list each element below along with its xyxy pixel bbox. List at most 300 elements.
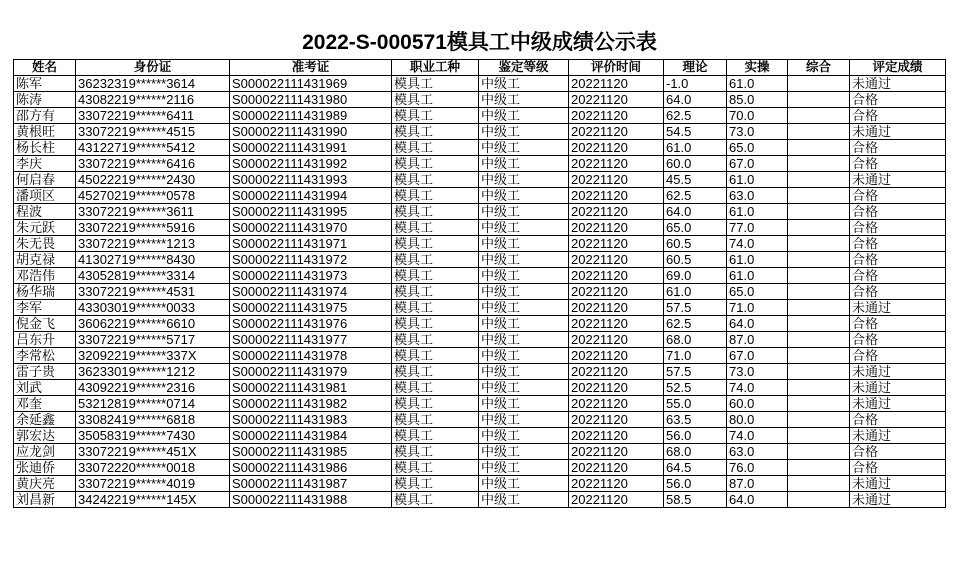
cell-date: 20221120	[569, 172, 664, 188]
cell-level: 中级工	[479, 348, 569, 364]
table-row	[14, 460, 946, 476]
cell-overall	[788, 108, 850, 124]
cell-occupation: 模具工	[392, 76, 479, 92]
cell-overall	[788, 92, 850, 108]
cell-level: 中级工	[479, 76, 569, 92]
cell-practice: 61.0	[727, 76, 788, 92]
table-row	[14, 284, 946, 300]
cell-practice: 74.0	[727, 380, 788, 396]
cell-date: 20221120	[569, 204, 664, 220]
cell-practice: 63.0	[727, 188, 788, 204]
cell-overall	[788, 188, 850, 204]
cell-admission-ticket: S000022111431974	[230, 284, 392, 300]
cell-id-card: 53212819******0714	[76, 396, 230, 412]
cell-name: 李军	[14, 300, 76, 316]
table-row	[14, 380, 946, 396]
cell-level: 中级工	[479, 492, 569, 508]
cell-level: 中级工	[479, 460, 569, 476]
cell-name: 刘武	[14, 380, 76, 396]
cell-level: 中级工	[479, 380, 569, 396]
table-row	[14, 76, 946, 92]
cell-date: 20221120	[569, 332, 664, 348]
cell-name: 李常松	[14, 348, 76, 364]
cell-date: 20221120	[569, 92, 664, 108]
cell-occupation: 模具工	[392, 460, 479, 476]
table-row	[14, 332, 946, 348]
cell-name: 郭宏达	[14, 428, 76, 444]
cell-level: 中级工	[479, 108, 569, 124]
cell-name: 雷子贵	[14, 364, 76, 380]
cell-theory: 60.5	[664, 252, 727, 268]
table-row	[14, 300, 946, 316]
cell-name: 黄根旺	[14, 124, 76, 140]
cell-result: 未通过	[850, 476, 946, 492]
cell-date: 20221120	[569, 140, 664, 156]
cell-result: 合格	[850, 348, 946, 364]
cell-occupation: 模具工	[392, 268, 479, 284]
cell-name: 程波	[14, 204, 76, 220]
cell-id-card: 33072219******4019	[76, 476, 230, 492]
cell-date: 20221120	[569, 124, 664, 140]
cell-theory: 52.5	[664, 380, 727, 396]
cell-occupation: 模具工	[392, 348, 479, 364]
cell-id-card: 43122719******5412	[76, 140, 230, 156]
cell-date: 20221120	[569, 364, 664, 380]
cell-occupation: 模具工	[392, 124, 479, 140]
cell-date: 20221120	[569, 396, 664, 412]
cell-overall	[788, 220, 850, 236]
cell-theory: 64.5	[664, 460, 727, 476]
cell-occupation: 模具工	[392, 156, 479, 172]
cell-level: 中级工	[479, 428, 569, 444]
cell-result: 合格	[850, 92, 946, 108]
score-table	[13, 59, 946, 508]
cell-overall	[788, 236, 850, 252]
cell-date: 20221120	[569, 412, 664, 428]
cell-admission-ticket: S000022111431987	[230, 476, 392, 492]
cell-id-card: 33072219******4515	[76, 124, 230, 140]
cell-practice: 74.0	[727, 428, 788, 444]
cell-id-card: 41302719******8430	[76, 252, 230, 268]
cell-admission-ticket: S000022111431991	[230, 140, 392, 156]
cell-date: 20221120	[569, 268, 664, 284]
cell-result: 合格	[850, 108, 946, 124]
cell-id-card: 33072219******451X	[76, 444, 230, 460]
cell-theory: 71.0	[664, 348, 727, 364]
cell-id-card: 33072219******5916	[76, 220, 230, 236]
cell-theory: 57.5	[664, 364, 727, 380]
cell-date: 20221120	[569, 284, 664, 300]
cell-id-card: 36233019******1212	[76, 364, 230, 380]
cell-result: 合格	[850, 204, 946, 220]
cell-id-card: 43092219******2316	[76, 380, 230, 396]
cell-result: 合格	[850, 444, 946, 460]
cell-practice: 61.0	[727, 252, 788, 268]
cell-id-card: 43303019******0033	[76, 300, 230, 316]
cell-occupation: 模具工	[392, 236, 479, 252]
cell-practice: 73.0	[727, 124, 788, 140]
cell-occupation: 模具工	[392, 188, 479, 204]
cell-level: 中级工	[479, 364, 569, 380]
cell-admission-ticket: S000022111431969	[230, 76, 392, 92]
cell-overall	[788, 156, 850, 172]
cell-admission-ticket: S000022111431973	[230, 268, 392, 284]
cell-result: 未通过	[850, 124, 946, 140]
cell-id-card: 34242219******145X	[76, 492, 230, 508]
cell-result: 合格	[850, 332, 946, 348]
cell-result: 合格	[850, 188, 946, 204]
cell-practice: 85.0	[727, 92, 788, 108]
cell-level: 中级工	[479, 332, 569, 348]
cell-admission-ticket: S000022111431981	[230, 380, 392, 396]
cell-theory: 65.0	[664, 220, 727, 236]
header-occupation: 职业工种	[392, 60, 479, 76]
cell-admission-ticket: S000022111431982	[230, 396, 392, 412]
cell-theory: 54.5	[664, 124, 727, 140]
cell-level: 中级工	[479, 316, 569, 332]
cell-theory: 55.0	[664, 396, 727, 412]
cell-result: 未通过	[850, 492, 946, 508]
cell-name: 潘项区	[14, 188, 76, 204]
cell-result: 合格	[850, 220, 946, 236]
cell-admission-ticket: S000022111431983	[230, 412, 392, 428]
cell-result: 合格	[850, 412, 946, 428]
table-row	[14, 252, 946, 268]
cell-name: 邵方有	[14, 108, 76, 124]
cell-result: 未通过	[850, 300, 946, 316]
cell-id-card: 32092219******337X	[76, 348, 230, 364]
cell-theory: 62.5	[664, 188, 727, 204]
cell-theory: 60.5	[664, 236, 727, 252]
table-row	[14, 348, 946, 364]
cell-theory: 64.0	[664, 204, 727, 220]
cell-overall	[788, 252, 850, 268]
cell-theory: 68.0	[664, 444, 727, 460]
cell-practice: 67.0	[727, 156, 788, 172]
cell-admission-ticket: S000022111431978	[230, 348, 392, 364]
cell-overall	[788, 284, 850, 300]
cell-result: 未通过	[850, 396, 946, 412]
cell-name: 黄庆亮	[14, 476, 76, 492]
table-row	[14, 236, 946, 252]
cell-theory: 61.0	[664, 140, 727, 156]
cell-theory: 45.5	[664, 172, 727, 188]
cell-overall	[788, 460, 850, 476]
cell-practice: 65.0	[727, 140, 788, 156]
cell-occupation: 模具工	[392, 140, 479, 156]
cell-id-card: 36232319******3614	[76, 76, 230, 92]
cell-id-card: 33072219******6411	[76, 108, 230, 124]
cell-date: 20221120	[569, 236, 664, 252]
cell-occupation: 模具工	[392, 108, 479, 124]
cell-id-card: 33072220******0018	[76, 460, 230, 476]
cell-level: 中级工	[479, 396, 569, 412]
cell-result: 合格	[850, 460, 946, 476]
cell-id-card: 33072219******4531	[76, 284, 230, 300]
cell-practice: 71.0	[727, 300, 788, 316]
cell-name: 何启春	[14, 172, 76, 188]
cell-level: 中级工	[479, 444, 569, 460]
cell-id-card: 33072219******3611	[76, 204, 230, 220]
cell-occupation: 模具工	[392, 284, 479, 300]
cell-overall	[788, 444, 850, 460]
cell-overall	[788, 124, 850, 140]
cell-theory: 64.0	[664, 92, 727, 108]
cell-overall	[788, 140, 850, 156]
cell-occupation: 模具工	[392, 332, 479, 348]
table-row	[14, 396, 946, 412]
cell-level: 中级工	[479, 188, 569, 204]
cell-id-card: 33082419******6818	[76, 412, 230, 428]
cell-practice: 87.0	[727, 476, 788, 492]
cell-name: 邓奎	[14, 396, 76, 412]
cell-result: 未通过	[850, 76, 946, 92]
header-practice: 实操	[727, 60, 788, 76]
cell-level: 中级工	[479, 140, 569, 156]
cell-name: 李庆	[14, 156, 76, 172]
cell-theory: 62.5	[664, 108, 727, 124]
cell-level: 中级工	[479, 300, 569, 316]
table-row	[14, 316, 946, 332]
cell-practice: 80.0	[727, 412, 788, 428]
cell-practice: 70.0	[727, 108, 788, 124]
cell-name: 应龙剑	[14, 444, 76, 460]
cell-theory: 56.0	[664, 476, 727, 492]
cell-admission-ticket: S000022111431977	[230, 332, 392, 348]
cell-date: 20221120	[569, 220, 664, 236]
cell-admission-ticket: S000022111431984	[230, 428, 392, 444]
cell-overall	[788, 172, 850, 188]
cell-level: 中级工	[479, 220, 569, 236]
table-row	[14, 492, 946, 508]
header-level: 鉴定等级	[479, 60, 569, 76]
cell-admission-ticket: S000022111431990	[230, 124, 392, 140]
table-row	[14, 156, 946, 172]
cell-theory: 60.0	[664, 156, 727, 172]
table-row	[14, 364, 946, 380]
cell-date: 20221120	[569, 76, 664, 92]
cell-name: 胡克禄	[14, 252, 76, 268]
cell-overall	[788, 380, 850, 396]
cell-level: 中级工	[479, 156, 569, 172]
cell-overall	[788, 428, 850, 444]
cell-occupation: 模具工	[392, 444, 479, 460]
cell-level: 中级工	[479, 284, 569, 300]
cell-level: 中级工	[479, 236, 569, 252]
cell-admission-ticket: S000022111431995	[230, 204, 392, 220]
cell-admission-ticket: S000022111431992	[230, 156, 392, 172]
cell-admission-ticket: S000022111431975	[230, 300, 392, 316]
cell-result: 合格	[850, 140, 946, 156]
cell-result: 合格	[850, 156, 946, 172]
cell-result: 未通过	[850, 364, 946, 380]
cell-admission-ticket: S000022111431989	[230, 108, 392, 124]
cell-date: 20221120	[569, 460, 664, 476]
page-title: 2022-S-000571模具工中级成绩公示表	[302, 31, 657, 54]
cell-overall	[788, 476, 850, 492]
cell-admission-ticket: S000022111431971	[230, 236, 392, 252]
cell-admission-ticket: S000022111431985	[230, 444, 392, 460]
cell-occupation: 模具工	[392, 412, 479, 428]
cell-level: 中级工	[479, 92, 569, 108]
cell-id-card: 43082219******2116	[76, 92, 230, 108]
header-row	[14, 60, 946, 76]
header-name: 姓名	[14, 60, 76, 76]
cell-overall	[788, 412, 850, 428]
cell-practice: 67.0	[727, 348, 788, 364]
cell-result: 未通过	[850, 428, 946, 444]
cell-overall	[788, 268, 850, 284]
cell-theory: 56.0	[664, 428, 727, 444]
cell-admission-ticket: S000022111431970	[230, 220, 392, 236]
cell-id-card: 45270219******0578	[76, 188, 230, 204]
cell-level: 中级工	[479, 268, 569, 284]
table-row	[14, 220, 946, 236]
cell-overall	[788, 300, 850, 316]
cell-practice: 61.0	[727, 172, 788, 188]
cell-theory: 61.0	[664, 284, 727, 300]
table-row	[14, 412, 946, 428]
cell-date: 20221120	[569, 492, 664, 508]
cell-name: 刘昌新	[14, 492, 76, 508]
cell-date: 20221120	[569, 476, 664, 492]
cell-practice: 60.0	[727, 396, 788, 412]
table-row	[14, 204, 946, 220]
cell-date: 20221120	[569, 316, 664, 332]
cell-date: 20221120	[569, 188, 664, 204]
cell-level: 中级工	[479, 252, 569, 268]
cell-occupation: 模具工	[392, 204, 479, 220]
cell-theory: 57.5	[664, 300, 727, 316]
cell-occupation: 模具工	[392, 252, 479, 268]
cell-admission-ticket: S000022111431976	[230, 316, 392, 332]
cell-practice: 87.0	[727, 332, 788, 348]
cell-practice: 64.0	[727, 316, 788, 332]
table-row	[14, 428, 946, 444]
cell-name: 朱元跃	[14, 220, 76, 236]
cell-date: 20221120	[569, 380, 664, 396]
cell-theory: 69.0	[664, 268, 727, 284]
cell-practice: 61.0	[727, 268, 788, 284]
cell-overall	[788, 364, 850, 380]
table-row	[14, 108, 946, 124]
cell-practice: 61.0	[727, 204, 788, 220]
header-result: 评定成绩	[850, 60, 946, 76]
cell-occupation: 模具工	[392, 300, 479, 316]
cell-occupation: 模具工	[392, 492, 479, 508]
cell-overall	[788, 396, 850, 412]
table-row	[14, 188, 946, 204]
cell-result: 合格	[850, 316, 946, 332]
cell-admission-ticket: S000022111431986	[230, 460, 392, 476]
cell-occupation: 模具工	[392, 92, 479, 108]
header-admission-ticket: 准考证	[230, 60, 392, 76]
cell-occupation: 模具工	[392, 364, 479, 380]
cell-admission-ticket: S000022111431979	[230, 364, 392, 380]
cell-overall	[788, 204, 850, 220]
cell-practice: 64.0	[727, 492, 788, 508]
cell-date: 20221120	[569, 444, 664, 460]
cell-theory: 68.0	[664, 332, 727, 348]
cell-result: 合格	[850, 252, 946, 268]
table-row	[14, 444, 946, 460]
table-body	[14, 76, 946, 508]
cell-overall	[788, 76, 850, 92]
cell-date: 20221120	[569, 348, 664, 364]
cell-result: 未通过	[850, 380, 946, 396]
cell-admission-ticket: S000022111431993	[230, 172, 392, 188]
header-overall: 综合	[788, 60, 850, 76]
cell-practice: 77.0	[727, 220, 788, 236]
cell-date: 20221120	[569, 156, 664, 172]
cell-name: 陈涛	[14, 92, 76, 108]
cell-occupation: 模具工	[392, 316, 479, 332]
cell-date: 20221120	[569, 108, 664, 124]
cell-result: 合格	[850, 236, 946, 252]
cell-level: 中级工	[479, 476, 569, 492]
cell-date: 20221120	[569, 252, 664, 268]
cell-id-card: 33072219******1213	[76, 236, 230, 252]
cell-id-card: 35058319******7430	[76, 428, 230, 444]
cell-occupation: 模具工	[392, 428, 479, 444]
table-row	[14, 268, 946, 284]
cell-name: 吕东升	[14, 332, 76, 348]
table-row	[14, 476, 946, 492]
cell-name: 余延鑫	[14, 412, 76, 428]
table-row	[14, 140, 946, 156]
cell-occupation: 模具工	[392, 220, 479, 236]
cell-level: 中级工	[479, 172, 569, 188]
table-row	[14, 124, 946, 140]
cell-id-card: 33072219******5717	[76, 332, 230, 348]
cell-level: 中级工	[479, 204, 569, 220]
cell-occupation: 模具工	[392, 172, 479, 188]
cell-overall	[788, 316, 850, 332]
cell-practice: 65.0	[727, 284, 788, 300]
cell-name: 杨华瑞	[14, 284, 76, 300]
cell-overall	[788, 492, 850, 508]
table-row	[14, 92, 946, 108]
cell-practice: 74.0	[727, 236, 788, 252]
cell-occupation: 模具工	[392, 396, 479, 412]
cell-result: 未通过	[850, 172, 946, 188]
cell-theory: 63.5	[664, 412, 727, 428]
cell-name: 杨长柱	[14, 140, 76, 156]
cell-name: 陈军	[14, 76, 76, 92]
cell-level: 中级工	[479, 412, 569, 428]
cell-practice: 63.0	[727, 444, 788, 460]
cell-id-card: 33072219******6416	[76, 156, 230, 172]
cell-result: 合格	[850, 268, 946, 284]
cell-date: 20221120	[569, 428, 664, 444]
cell-theory: 58.5	[664, 492, 727, 508]
cell-name: 邓浩伟	[14, 268, 76, 284]
cell-id-card: 36062219******6610	[76, 316, 230, 332]
cell-admission-ticket: S000022111431994	[230, 188, 392, 204]
cell-result: 合格	[850, 284, 946, 300]
cell-admission-ticket: S000022111431988	[230, 492, 392, 508]
cell-occupation: 模具工	[392, 476, 479, 492]
table-row	[14, 172, 946, 188]
cell-admission-ticket: S000022111431972	[230, 252, 392, 268]
cell-id-card: 45022219******2430	[76, 172, 230, 188]
header-id-card: 身份证	[76, 60, 230, 76]
cell-level: 中级工	[479, 124, 569, 140]
cell-practice: 76.0	[727, 460, 788, 476]
cell-overall	[788, 348, 850, 364]
cell-name: 倪金飞	[14, 316, 76, 332]
cell-practice: 73.0	[727, 364, 788, 380]
